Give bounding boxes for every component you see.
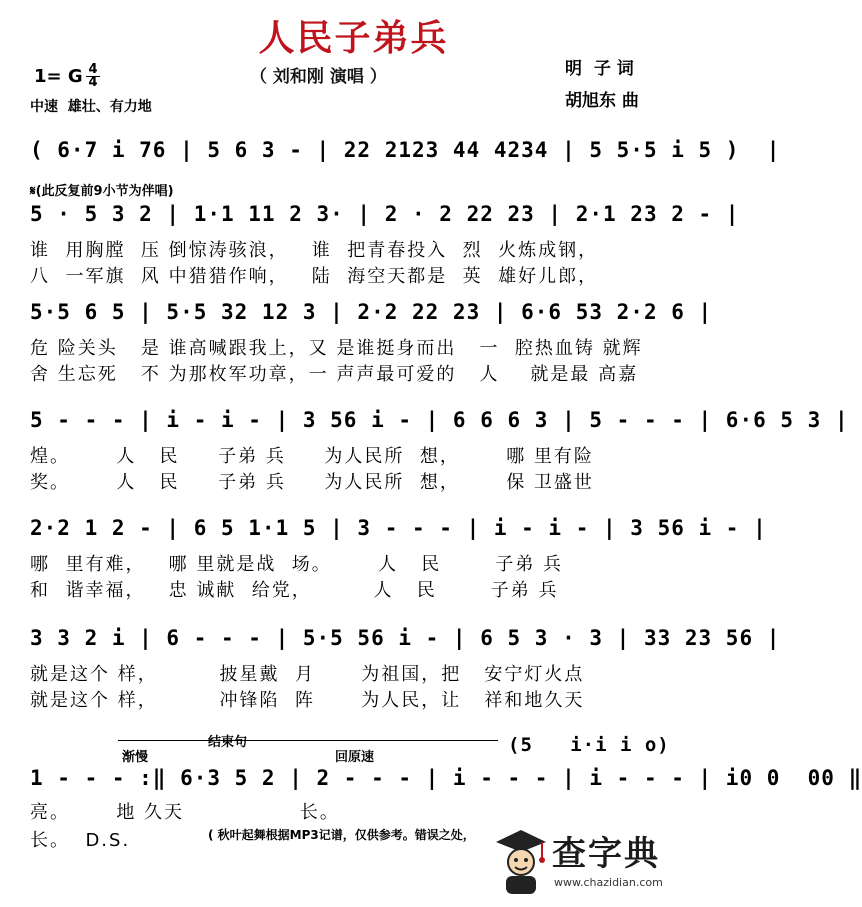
ending-bracket-line: [118, 740, 498, 741]
notation-line-4: 5 - - - | i - i - | 3 56 i - | 6 6 6 3 | 5 - - - | 6·6 5 3 |: [30, 408, 849, 432]
lyric-line-4b: 奖。 人 民 子弟 兵 为人民所 想， 保 卫盛世: [30, 472, 594, 493]
tempo-marking: 中速 雄壮、有力地: [30, 99, 152, 115]
graduate-mascot-icon: [492, 820, 550, 898]
notation-line-2: 5 · 5 3 2 | 1·1 11 2 3· | 2 · 2 22 23 | 2·1 23 2 - |: [30, 202, 740, 226]
notation-line-6: 3 3 2 i | 6 - - - | 5·5 56 i - | 6 5 3 · 3 | 33 23 56 |: [30, 626, 781, 650]
lyric-line-6a: 就是这个 样， 披星戴 月 为祖国，把 安宁灯火点: [30, 664, 585, 685]
singer-credit: （ 刘和刚 演唱 ）: [250, 67, 387, 87]
lyric-line-4a: 煌。 人 民 子弟 兵 为人民所 想， 哪 里有险: [30, 446, 594, 467]
time-signature-top: 4: [88, 62, 98, 77]
watermark-text: 查字典: [552, 834, 660, 874]
ending-label: 结束句: [208, 735, 248, 750]
lyric-line-5b: 和 谐幸福， 忠 诚献 给党， 人 民 子弟 兵: [30, 580, 559, 601]
coda-notes: (5 i·i i o): [508, 734, 670, 756]
composer-credit: 胡旭东 曲: [565, 91, 639, 111]
notation-line-7: 1 - - - :‖ 6·3 5 2 | 2 - - - | i - - - | i - - - | i0 0 00 ‖: [30, 766, 862, 790]
time-signature: [86, 64, 100, 89]
site-watermark: [492, 818, 697, 900]
lyricist-credit: 明 子 词: [565, 59, 634, 79]
lyric-line-3b: 舍 生忘死 不 为那枚军功章，一 声声最可爱的 人 就是最 高嘉: [30, 364, 639, 385]
key-signature: 1= G: [34, 66, 83, 87]
lyric-line-7a: 亮。 地 久天 长。: [30, 802, 340, 823]
lyric-line-6b: 就是这个 样， 冲锋陷 阵 为人民，让 祥和地久天: [30, 690, 585, 711]
lyric-line-3a: 危 险关头 是 谁高喊跟我上，又 是谁挺身而出 一 腔热血铸 就辉: [30, 338, 643, 359]
slowing-marking: 渐慢: [122, 750, 149, 765]
lyric-line-2b: 八 一军旗 风 中猎猎作响， 陆 海空天都是 英 雄好儿郎，: [30, 266, 599, 287]
a-tempo-marking: 回原速: [335, 750, 375, 765]
lyric-line-2a: 谁 用胸膛 压 倒惊涛骇浪， 谁 把青春投入 烈 火炼成钢，: [30, 240, 599, 261]
transcription-footnote: ( 秋叶起舞根据MP3记谱，仅供参考。错误之处，: [208, 828, 475, 842]
lyric-line-7b: 长。 D.S.: [30, 830, 131, 851]
notation-line-5: 2·2 1 2 - | 6 5 1·1 5 | 3 - - - | i - i - | 3 56 i - |: [30, 516, 767, 540]
notation-line-1: ( 6·7 i 76 | 5 6 3 - | 22 2123 44 4234 | 5 5·5 i 5 ) |: [30, 138, 781, 162]
song-title: 人民子弟兵: [258, 18, 449, 59]
watermark-url: www.chazidian.com: [554, 876, 663, 889]
time-signature-bottom: 4: [86, 76, 100, 89]
notation-line-3: 5·5 6 5 | 5·5 32 12 3 | 2·2 22 23 | 6·6 53 2·2 6 |: [30, 300, 713, 324]
segno-note: 𝄋(此反复前9小节为伴唱): [30, 184, 174, 199]
lyric-line-5a: 哪 里有难， 哪 里就是战 场。 人 民 子弟 兵: [30, 554, 564, 575]
